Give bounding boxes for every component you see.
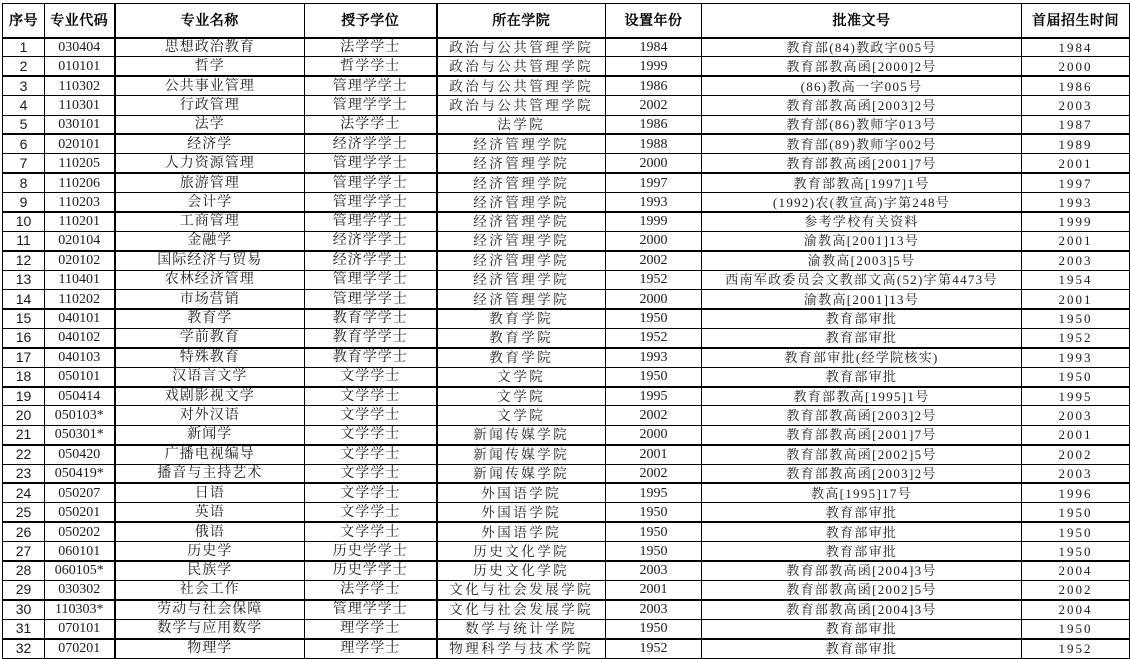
cell-established-year: 2002: [606, 464, 702, 483]
cell-major-code: 060105*: [45, 561, 115, 580]
cell-seq: 30: [3, 600, 45, 619]
cell-seq: 24: [3, 483, 45, 502]
cell-major-code: 050207: [45, 483, 115, 502]
table-row: [3, 406, 1130, 425]
cell-major-name: 汉语言文学: [115, 367, 305, 386]
cell-degree: 文学学士: [305, 406, 437, 425]
cell-college: 经济管理学院: [437, 290, 606, 309]
cell-first-enrollment: 1997: [1022, 173, 1130, 192]
cell-approval-document: 教育部教高[1995]1号: [702, 387, 1022, 406]
table-row: [3, 173, 1130, 192]
cell-degree: 文学学士: [305, 464, 437, 483]
cell-major-name: 市场营销: [115, 290, 305, 309]
cell-first-enrollment: 2002: [1022, 580, 1130, 599]
cell-first-enrollment: 1993: [1022, 193, 1130, 212]
cell-first-enrollment: 1954: [1022, 270, 1130, 289]
cell-seq: 31: [3, 619, 45, 638]
cell-seq: 1: [3, 38, 45, 57]
cell-degree: 文学学士: [305, 387, 437, 406]
cell-major-name: 英语: [115, 503, 305, 522]
cell-approval-document: 教育部教高函[2002]5号: [702, 580, 1022, 599]
cell-approval-document: 教育部审批: [702, 522, 1022, 541]
cell-college: 经济管理学院: [437, 193, 606, 212]
cell-approval-document: (86)教高一字005号: [702, 76, 1022, 95]
cell-major-code: 060101: [45, 542, 115, 561]
cell-major-code: 030302: [45, 580, 115, 599]
cell-first-enrollment: 1950: [1022, 309, 1130, 328]
cell-major-code: 110203: [45, 193, 115, 212]
table-row: [3, 561, 1130, 580]
cell-major-code: 050414: [45, 387, 115, 406]
cell-major-name: 工商管理: [115, 212, 305, 231]
cell-established-year: 2003: [606, 561, 702, 580]
cell-first-enrollment: 2004: [1022, 561, 1130, 580]
cell-major-name: 播音与主持艺术: [115, 464, 305, 483]
cell-degree: 管理学学士: [305, 193, 437, 212]
table-row: [3, 76, 1130, 95]
cell-degree: 经济学学士: [305, 251, 437, 270]
cell-first-enrollment: 1950: [1022, 503, 1130, 522]
cell-established-year: 2002: [606, 406, 702, 425]
cell-major-name: 劳动与社会保障: [115, 600, 305, 619]
table-row: [3, 251, 1130, 270]
cell-first-enrollment: 2004: [1022, 600, 1130, 619]
cell-seq: 28: [3, 561, 45, 580]
cell-first-enrollment: 2003: [1022, 406, 1130, 425]
cell-college: 外国语学院: [437, 483, 606, 502]
cell-seq: 12: [3, 251, 45, 270]
cell-seq: 14: [3, 290, 45, 309]
cell-major-name: 法学: [115, 115, 305, 134]
cell-established-year: 1999: [606, 212, 702, 231]
cell-degree: 历史学学士: [305, 542, 437, 561]
cell-major-code: 110201: [45, 212, 115, 231]
cell-college: 教育学院: [437, 309, 606, 328]
cell-seq: 23: [3, 464, 45, 483]
header-degree: 授予学位: [305, 4, 437, 38]
cell-major-name: 社会工作: [115, 580, 305, 599]
cell-major-name: 经济学: [115, 134, 305, 153]
table-row: [3, 580, 1130, 599]
cell-first-enrollment: 1999: [1022, 212, 1130, 231]
cell-college: 经济管理学院: [437, 134, 606, 153]
cell-approval-document: 教育部教高函[2001]7号: [702, 425, 1022, 444]
cell-major-name: 思想政治教育: [115, 38, 305, 57]
cell-first-enrollment: 1950: [1022, 367, 1130, 386]
cell-major-name: 金融学: [115, 231, 305, 250]
cell-established-year: 2001: [606, 445, 702, 464]
table-row: [3, 309, 1130, 328]
cell-major-code: 040101: [45, 309, 115, 328]
table-row: [3, 231, 1130, 250]
cell-first-enrollment: 2001: [1022, 231, 1130, 250]
cell-major-code: 040102: [45, 328, 115, 347]
cell-established-year: 2002: [606, 96, 702, 115]
cell-first-enrollment: 1987: [1022, 115, 1130, 134]
cell-approval-document: 教育部教高函[2001]7号: [702, 154, 1022, 173]
cell-approval-document: 参考学校有关资料: [702, 212, 1022, 231]
table-row: [3, 619, 1130, 638]
cell-major-code: 110202: [45, 290, 115, 309]
cell-major-code: 070101: [45, 619, 115, 638]
cell-major-code: 110301: [45, 96, 115, 115]
cell-established-year: 1952: [606, 270, 702, 289]
cell-approval-document: 教高[1995]17号: [702, 483, 1022, 502]
cell-major-code: 020104: [45, 231, 115, 250]
cell-established-year: 1984: [606, 38, 702, 57]
cell-seq: 15: [3, 309, 45, 328]
cell-established-year: 1993: [606, 348, 702, 367]
cell-major-code: 010101: [45, 57, 115, 76]
cell-college: 政治与公共管理学院: [437, 96, 606, 115]
cell-approval-document: 教育部(86)教师字013号: [702, 115, 1022, 134]
cell-seq: 7: [3, 154, 45, 173]
cell-degree: 法学学士: [305, 115, 437, 134]
cell-major-name: 公共事业管理: [115, 76, 305, 95]
table-row: [3, 425, 1130, 444]
cell-college: 历史文化学院: [437, 542, 606, 561]
cell-college: 新闻传媒学院: [437, 445, 606, 464]
cell-college: 新闻传媒学院: [437, 464, 606, 483]
cell-approval-document: 教育部教高函[2003]2号: [702, 96, 1022, 115]
table-row: [3, 154, 1130, 173]
cell-first-enrollment: 2000: [1022, 57, 1130, 76]
table-row: [3, 542, 1130, 561]
cell-seq: 22: [3, 445, 45, 464]
cell-seq: 6: [3, 134, 45, 153]
cell-seq: 16: [3, 328, 45, 347]
cell-major-code: 050202: [45, 522, 115, 541]
cell-established-year: 1995: [606, 483, 702, 502]
cell-college: 经济管理学院: [437, 270, 606, 289]
cell-established-year: 1950: [606, 619, 702, 638]
cell-seq: 11: [3, 231, 45, 250]
cell-seq: 9: [3, 193, 45, 212]
cell-major-name: 教育学: [115, 309, 305, 328]
cell-degree: 管理学学士: [305, 270, 437, 289]
cell-approval-document: (1992)农(教宣高)字第248号: [702, 193, 1022, 212]
cell-major-name: 历史学: [115, 542, 305, 561]
cell-first-enrollment: 1986: [1022, 76, 1130, 95]
header-first-enrollment: 首届招生时间: [1022, 4, 1130, 38]
cell-major-name: 国际经济与贸易: [115, 251, 305, 270]
cell-major-name: 特殊教育: [115, 348, 305, 367]
table-row: [3, 38, 1130, 57]
cell-first-enrollment: 1996: [1022, 483, 1130, 502]
table-row: [3, 367, 1130, 386]
cell-first-enrollment: 2003: [1022, 96, 1130, 115]
cell-college: 教育学院: [437, 348, 606, 367]
table-row: [3, 193, 1130, 212]
cell-degree: 经济学学士: [305, 134, 437, 153]
table-row: [3, 387, 1130, 406]
cell-approval-document: 教育部(89)教师字002号: [702, 134, 1022, 153]
table-row: [3, 290, 1130, 309]
cell-degree: 哲学学士: [305, 57, 437, 76]
cell-first-enrollment: 2001: [1022, 154, 1130, 173]
cell-established-year: 1950: [606, 367, 702, 386]
cell-degree: 管理学学士: [305, 76, 437, 95]
majors-table: [2, 3, 1130, 659]
cell-major-code: 070201: [45, 639, 115, 658]
cell-college: 经济管理学院: [437, 212, 606, 231]
cell-degree: 理学学士: [305, 619, 437, 638]
cell-college: 政治与公共管理学院: [437, 76, 606, 95]
cell-major-code: 110401: [45, 270, 115, 289]
header-major-name: 专业名称: [115, 4, 305, 38]
cell-college: 历史文化学院: [437, 561, 606, 580]
cell-seq: 8: [3, 173, 45, 192]
header-major-code: 专业代码: [45, 4, 115, 38]
cell-first-enrollment: 1984: [1022, 38, 1130, 57]
cell-college: 政治与公共管理学院: [437, 38, 606, 57]
cell-first-enrollment: 1950: [1022, 522, 1130, 541]
cell-major-name: 物理学: [115, 639, 305, 658]
cell-college: 经济管理学院: [437, 251, 606, 270]
cell-major-code: 050420: [45, 445, 115, 464]
header-established-year: 设置年份: [606, 4, 702, 38]
cell-major-name: 行政管理: [115, 96, 305, 115]
cell-college: 文学院: [437, 367, 606, 386]
cell-established-year: 1952: [606, 328, 702, 347]
cell-established-year: 1995: [606, 387, 702, 406]
cell-major-code: 110303*: [45, 600, 115, 619]
cell-major-code: 050301*: [45, 425, 115, 444]
cell-seq: 21: [3, 425, 45, 444]
cell-first-enrollment: 1952: [1022, 639, 1130, 658]
cell-major-code: 040103: [45, 348, 115, 367]
cell-established-year: 2000: [606, 425, 702, 444]
table-body: [3, 38, 1130, 659]
cell-approval-document: 教育部审批: [702, 309, 1022, 328]
cell-major-name: 广播电视编导: [115, 445, 305, 464]
cell-approval-document: 教育部审批: [702, 367, 1022, 386]
cell-seq: 25: [3, 503, 45, 522]
cell-seq: 5: [3, 115, 45, 134]
cell-college: 外国语学院: [437, 503, 606, 522]
cell-approval-document: 教育部审批: [702, 639, 1022, 658]
cell-established-year: 1999: [606, 57, 702, 76]
cell-first-enrollment: 1993: [1022, 348, 1130, 367]
table-row: [3, 57, 1130, 76]
cell-seq: 13: [3, 270, 45, 289]
cell-major-code: 110205: [45, 154, 115, 173]
cell-seq: 10: [3, 212, 45, 231]
cell-college: 外国语学院: [437, 522, 606, 541]
cell-degree: 管理学学士: [305, 154, 437, 173]
table-row: [3, 445, 1130, 464]
cell-established-year: 2000: [606, 231, 702, 250]
cell-college: 法学院: [437, 115, 606, 134]
cell-major-name: 数学与应用数学: [115, 619, 305, 638]
cell-first-enrollment: 1995: [1022, 387, 1130, 406]
cell-established-year: 2001: [606, 580, 702, 599]
cell-seq: 18: [3, 367, 45, 386]
cell-established-year: 2003: [606, 600, 702, 619]
cell-first-enrollment: 1950: [1022, 619, 1130, 638]
cell-major-name: 日语: [115, 483, 305, 502]
cell-approval-document: 教育部审批(经学院核实): [702, 348, 1022, 367]
header-row: [3, 4, 1130, 38]
cell-approval-document: 教育部(84)教政字005号: [702, 38, 1022, 57]
cell-major-code: 050201: [45, 503, 115, 522]
table-row: [3, 328, 1130, 347]
cell-first-enrollment: 1989: [1022, 134, 1130, 153]
cell-degree: 管理学学士: [305, 290, 437, 309]
cell-approval-document: 教育部教高函[2004]3号: [702, 600, 1022, 619]
table-row: [3, 96, 1130, 115]
table-row: [3, 348, 1130, 367]
cell-major-code: 050101: [45, 367, 115, 386]
cell-major-code: 020102: [45, 251, 115, 270]
cell-degree: 历史学学士: [305, 561, 437, 580]
cell-seq: 3: [3, 76, 45, 95]
cell-first-enrollment: 2003: [1022, 251, 1130, 270]
table-row: [3, 639, 1130, 658]
cell-seq: 17: [3, 348, 45, 367]
cell-major-code: 110302: [45, 76, 115, 95]
cell-college: 数学与统计学院: [437, 619, 606, 638]
cell-approval-document: 教育部教高[1997]1号: [702, 173, 1022, 192]
cell-major-name: 农林经济管理: [115, 270, 305, 289]
cell-established-year: 1986: [606, 115, 702, 134]
cell-established-year: 1950: [606, 542, 702, 561]
cell-college: 新闻传媒学院: [437, 425, 606, 444]
cell-major-name: 对外汉语: [115, 406, 305, 425]
cell-degree: 理学学士: [305, 639, 437, 658]
cell-established-year: 1952: [606, 639, 702, 658]
cell-first-enrollment: 2002: [1022, 445, 1130, 464]
cell-approval-document: 渝教高[2001]13号: [702, 231, 1022, 250]
cell-degree: 教育学学士: [305, 328, 437, 347]
cell-seq: 19: [3, 387, 45, 406]
cell-major-code: 110206: [45, 173, 115, 192]
cell-established-year: 1988: [606, 134, 702, 153]
cell-first-enrollment: 1952: [1022, 328, 1130, 347]
cell-established-year: 2002: [606, 251, 702, 270]
cell-approval-document: 教育部教高函[2002]5号: [702, 445, 1022, 464]
cell-major-name: 学前教育: [115, 328, 305, 347]
cell-established-year: 1950: [606, 503, 702, 522]
cell-approval-document: 教育部审批: [702, 542, 1022, 561]
cell-approval-document: 西南军政委员会文教部文高(52)字第4473号: [702, 270, 1022, 289]
cell-degree: 文学学士: [305, 483, 437, 502]
cell-degree: 文学学士: [305, 445, 437, 464]
table-row: [3, 134, 1130, 153]
cell-college: 教育学院: [437, 328, 606, 347]
cell-college: 经济管理学院: [437, 231, 606, 250]
cell-major-name: 旅游管理: [115, 173, 305, 192]
cell-established-year: 1950: [606, 522, 702, 541]
cell-college: 经济管理学院: [437, 154, 606, 173]
cell-degree: 法学学士: [305, 580, 437, 599]
cell-major-code: 030101: [45, 115, 115, 134]
cell-major-name: 戏剧影视文学: [115, 387, 305, 406]
cell-degree: 文学学士: [305, 522, 437, 541]
cell-approval-document: 教育部教高函[2000]2号: [702, 57, 1022, 76]
cell-seq: 2: [3, 57, 45, 76]
cell-major-code: 030404: [45, 38, 115, 57]
cell-approval-document: 渝教高[2001]13号: [702, 290, 1022, 309]
cell-established-year: 1997: [606, 173, 702, 192]
cell-degree: 教育学学士: [305, 348, 437, 367]
cell-approval-document: 教育部审批: [702, 619, 1022, 638]
cell-approval-document: 教育部教高函[2003]2号: [702, 406, 1022, 425]
cell-major-name: 会计学: [115, 193, 305, 212]
cell-degree: 法学学士: [305, 38, 437, 57]
cell-seq: 26: [3, 522, 45, 541]
cell-seq: 27: [3, 542, 45, 561]
cell-degree: 管理学学士: [305, 173, 437, 192]
cell-first-enrollment: 2001: [1022, 425, 1130, 444]
cell-degree: 经济学学士: [305, 231, 437, 250]
table-row: [3, 522, 1130, 541]
cell-college: 文化与社会发展学院: [437, 580, 606, 599]
cell-major-name: 民族学: [115, 561, 305, 580]
cell-college: 文学院: [437, 387, 606, 406]
cell-degree: 教育学学士: [305, 309, 437, 328]
cell-approval-document: 渝教高[2003]5号: [702, 251, 1022, 270]
table-row: [3, 600, 1130, 619]
cell-major-name: 人力资源管理: [115, 154, 305, 173]
cell-seq: 29: [3, 580, 45, 599]
cell-college: 经济管理学院: [437, 173, 606, 192]
table-row: [3, 115, 1130, 134]
table-row: [3, 503, 1130, 522]
cell-first-enrollment: 2001: [1022, 290, 1130, 309]
cell-degree: 文学学士: [305, 425, 437, 444]
cell-approval-document: 教育部教高函[2004]3号: [702, 561, 1022, 580]
cell-college: 文学院: [437, 406, 606, 425]
cell-first-enrollment: 1950: [1022, 542, 1130, 561]
cell-degree: 管理学学士: [305, 600, 437, 619]
cell-established-year: 2000: [606, 154, 702, 173]
table-row: [3, 270, 1130, 289]
cell-established-year: 1993: [606, 193, 702, 212]
cell-major-name: 哲学: [115, 57, 305, 76]
table-row: [3, 212, 1130, 231]
header-seq: 序号: [3, 4, 45, 38]
cell-seq: 20: [3, 406, 45, 425]
cell-major-code: 050103*: [45, 406, 115, 425]
cell-degree: 管理学学士: [305, 96, 437, 115]
table-row: [3, 483, 1130, 502]
cell-college: 物理科学与技术学院: [437, 639, 606, 658]
cell-college: 文化与社会发展学院: [437, 600, 606, 619]
cell-college: 政治与公共管理学院: [437, 57, 606, 76]
cell-first-enrollment: 2003: [1022, 464, 1130, 483]
cell-degree: 文学学士: [305, 367, 437, 386]
header-approval-document: 批准文号: [702, 4, 1022, 38]
cell-approval-document: 教育部审批: [702, 503, 1022, 522]
cell-major-name: 新闻学: [115, 425, 305, 444]
cell-approval-document: 教育部审批: [702, 328, 1022, 347]
cell-seq: 32: [3, 639, 45, 658]
cell-degree: 文学学士: [305, 503, 437, 522]
header-college: 所在学院: [437, 4, 606, 38]
table-row: [3, 464, 1130, 483]
cell-established-year: 2000: [606, 290, 702, 309]
cell-seq: 4: [3, 96, 45, 115]
cell-approval-document: 教育部教高函[2003]2号: [702, 464, 1022, 483]
cell-major-code: 050419*: [45, 464, 115, 483]
cell-degree: 管理学学士: [305, 212, 437, 231]
cell-established-year: 1950: [606, 309, 702, 328]
cell-established-year: 1986: [606, 76, 702, 95]
cell-major-name: 俄语: [115, 522, 305, 541]
cell-major-code: 020101: [45, 134, 115, 153]
